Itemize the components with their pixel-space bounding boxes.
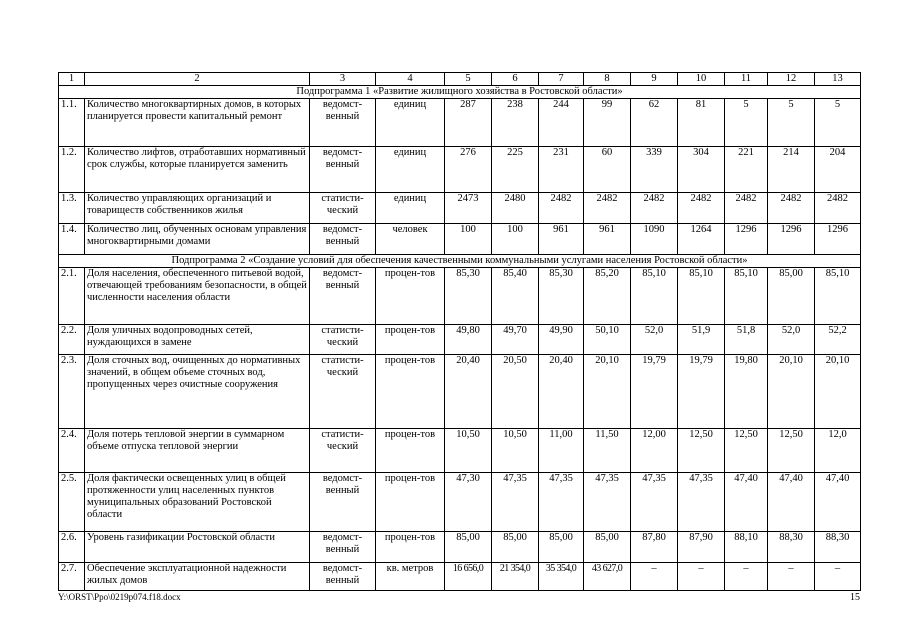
indicator-value: 225 <box>492 147 539 193</box>
data-source: статисти-ческий <box>310 355 376 429</box>
indicator-value: 287 <box>445 99 492 147</box>
row-number: 2.4. <box>59 429 85 473</box>
indicator-value: 1296 <box>815 224 861 255</box>
indicator-name: Доля сточных вод, очищенных до нормативных значений, в общем объеме сточных вод, пропущенных через очистные сооружения <box>85 355 310 429</box>
indicator-value: 88,30 <box>815 532 861 563</box>
indicator-value: 2482 <box>768 193 815 224</box>
row-number: 2.5. <box>59 473 85 532</box>
row-number: 2.6. <box>59 532 85 563</box>
indicator-value: 20,40 <box>539 355 584 429</box>
indicator-value: 221 <box>725 147 768 193</box>
indicator-value: 2482 <box>725 193 768 224</box>
unit-of-measure: процен-тов <box>376 532 445 563</box>
indicator-value: 20,40 <box>445 355 492 429</box>
table-row <box>59 268 861 325</box>
table-row <box>59 563 861 591</box>
page-number: 15 <box>850 592 860 603</box>
indicator-value: 12,50 <box>768 429 815 473</box>
indicator-value: 20,10 <box>815 355 861 429</box>
table-row <box>59 224 861 255</box>
indicator-value: 81 <box>678 99 725 147</box>
unit-of-measure: процен-тов <box>376 355 445 429</box>
unit-of-measure: человек <box>376 224 445 255</box>
indicator-value: 85,00 <box>768 268 815 325</box>
indicator-value: 47,35 <box>631 473 678 532</box>
indicator-value: 1296 <box>725 224 768 255</box>
unit-of-measure: единиц <box>376 99 445 147</box>
indicator-value: 85,00 <box>539 532 584 563</box>
indicator-value: 88,10 <box>725 532 768 563</box>
row-number: 1.3. <box>59 193 85 224</box>
table-row <box>59 429 861 473</box>
data-source: ведомст-венный <box>310 563 376 591</box>
unit-of-measure: единиц <box>376 193 445 224</box>
indicator-value: 961 <box>539 224 584 255</box>
indicator-value: 88,30 <box>768 532 815 563</box>
indicator-value: 276 <box>445 147 492 193</box>
indicator-value: 85,40 <box>492 268 539 325</box>
section-title: Подпрограмма 2 «Создание условий для обеспечения качественными коммунальными услугами населения Ростовской области» <box>59 255 861 268</box>
indicator-name: Доля населения, обеспеченного питьевой водой, отвечающей требованиям безопасности, в общей численности населения области <box>85 268 310 325</box>
indicator-name: Количество лифтов, отработавших нормативный срок службы, которые планируется заменить <box>85 147 310 193</box>
row-number: 2.2. <box>59 325 85 355</box>
indicator-value: 85,30 <box>539 268 584 325</box>
column-number: 12 <box>768 73 815 86</box>
indicator-value: 2482 <box>678 193 725 224</box>
data-source: ведомст-венный <box>310 147 376 193</box>
indicator-value: 47,35 <box>678 473 725 532</box>
data-source: ведомст-венный <box>310 532 376 563</box>
indicator-value: 238 <box>492 99 539 147</box>
indicator-value: – <box>815 563 861 591</box>
table-row <box>59 355 861 429</box>
table-row <box>59 147 861 193</box>
data-source: ведомст-венный <box>310 473 376 532</box>
indicator-value: 47,35 <box>539 473 584 532</box>
column-number: 1 <box>59 73 85 86</box>
indicator-name: Количество управляющих организаций и товариществ собственников жилья <box>85 193 310 224</box>
unit-of-measure: процен-тов <box>376 268 445 325</box>
indicator-value: 47,35 <box>492 473 539 532</box>
data-source: ведомст-венный <box>310 224 376 255</box>
indicator-value: 85,10 <box>631 268 678 325</box>
table-row <box>59 193 861 224</box>
indicator-value: 12,50 <box>725 429 768 473</box>
section-header-row <box>59 255 861 268</box>
table-row <box>59 532 861 563</box>
column-number: 3 <box>310 73 376 86</box>
indicator-name: Доля уличных водопроводных сетей, нуждающихся в замене <box>85 325 310 355</box>
indicator-value: 19,80 <box>725 355 768 429</box>
column-number: 2 <box>85 73 310 86</box>
column-number: 13 <box>815 73 861 86</box>
table-row <box>59 325 861 355</box>
indicator-value: 43 627,0 <box>584 563 631 591</box>
indicator-value: 85,30 <box>445 268 492 325</box>
column-number: 11 <box>725 73 768 86</box>
indicator-value: 49,90 <box>539 325 584 355</box>
indicator-value: 1264 <box>678 224 725 255</box>
indicator-value: 19,79 <box>678 355 725 429</box>
unit-of-measure: кв. метров <box>376 563 445 591</box>
indicator-value: 60 <box>584 147 631 193</box>
indicator-value: 5 <box>725 99 768 147</box>
data-source: ведомст-венный <box>310 268 376 325</box>
indicator-value: 2480 <box>492 193 539 224</box>
indicator-value: 204 <box>815 147 861 193</box>
indicator-name: Количество лиц, обученных основам управления многоквартирными домами <box>85 224 310 255</box>
indicator-value: 5 <box>815 99 861 147</box>
column-number: 8 <box>584 73 631 86</box>
indicator-value: 12,0 <box>815 429 861 473</box>
unit-of-measure: единиц <box>376 147 445 193</box>
indicator-value: 244 <box>539 99 584 147</box>
indicator-value: 1296 <box>768 224 815 255</box>
indicator-value: 51,9 <box>678 325 725 355</box>
unit-of-measure: процен-тов <box>376 325 445 355</box>
column-number: 4 <box>376 73 445 86</box>
indicator-value: 11,50 <box>584 429 631 473</box>
indicator-value: 47,40 <box>768 473 815 532</box>
section-header-row <box>59 86 861 99</box>
indicator-value: 35 354,0 <box>539 563 584 591</box>
indicator-value: 62 <box>631 99 678 147</box>
unit-of-measure: процен-тов <box>376 473 445 532</box>
indicator-value: 1090 <box>631 224 678 255</box>
data-source: статисти-ческий <box>310 429 376 473</box>
indicator-value: 85,00 <box>492 532 539 563</box>
column-number-row <box>59 73 861 86</box>
indicator-value: 21 354,0 <box>492 563 539 591</box>
indicator-value: 85,10 <box>678 268 725 325</box>
row-number: 1.2. <box>59 147 85 193</box>
row-number: 2.3. <box>59 355 85 429</box>
indicator-value: 12,50 <box>678 429 725 473</box>
row-number: 1.4. <box>59 224 85 255</box>
indicator-name: Доля потерь тепловой энергии в суммарном объеме отпуска тепловой энергии <box>85 429 310 473</box>
indicator-value: 85,00 <box>584 532 631 563</box>
table-row <box>59 99 861 147</box>
indicator-value: 20,10 <box>768 355 815 429</box>
indicator-value: 47,40 <box>725 473 768 532</box>
indicator-value: 99 <box>584 99 631 147</box>
indicator-value: 2482 <box>584 193 631 224</box>
indicator-value: 2473 <box>445 193 492 224</box>
indicator-name: Обеспечение эксплуатационной надежности жилых домов <box>85 563 310 591</box>
indicator-value: 51,8 <box>725 325 768 355</box>
indicator-value: 231 <box>539 147 584 193</box>
indicator-value: 2482 <box>815 193 861 224</box>
indicator-value: 52,2 <box>815 325 861 355</box>
indicator-value: 2482 <box>631 193 678 224</box>
indicator-name: Количество многоквартирных домов, в которых планируется провести капитальный ремонт <box>85 99 310 147</box>
column-number: 6 <box>492 73 539 86</box>
indicator-value: 47,40 <box>815 473 861 532</box>
indicator-value: 100 <box>445 224 492 255</box>
indicator-value: 11,00 <box>539 429 584 473</box>
indicator-value: 304 <box>678 147 725 193</box>
indicator-value: 20,50 <box>492 355 539 429</box>
data-source: ведомст-венный <box>310 99 376 147</box>
indicators-table <box>58 72 861 591</box>
file-path: Y:\ORST\Ppo\0219p074.f18.docx <box>58 592 181 602</box>
indicator-value: 49,80 <box>445 325 492 355</box>
indicator-value: – <box>725 563 768 591</box>
indicator-value: 47,35 <box>584 473 631 532</box>
indicator-value: 20,10 <box>584 355 631 429</box>
indicator-value: 52,0 <box>768 325 815 355</box>
indicator-value: 87,80 <box>631 532 678 563</box>
indicator-value: 2482 <box>539 193 584 224</box>
indicator-value: 50,10 <box>584 325 631 355</box>
indicator-value: 10,50 <box>445 429 492 473</box>
row-number: 2.1. <box>59 268 85 325</box>
indicator-value: 100 <box>492 224 539 255</box>
indicator-value: – <box>631 563 678 591</box>
column-number: 7 <box>539 73 584 86</box>
indicator-value: 5 <box>768 99 815 147</box>
data-source: статисти-ческий <box>310 325 376 355</box>
indicator-name: Доля фактически освещенных улиц в общей протяженности улиц населенных пунктов муниципальных образований Ростовской области <box>85 473 310 532</box>
column-number: 10 <box>678 73 725 86</box>
indicator-value: 19,79 <box>631 355 678 429</box>
row-number: 1.1. <box>59 99 85 147</box>
indicator-value: 16 656,0 <box>445 563 492 591</box>
section-title: Подпрограмма 1 «Развитие жилищного хозяйства в Ростовской области» <box>59 86 861 99</box>
indicator-value: 85,20 <box>584 268 631 325</box>
indicator-value: 52,0 <box>631 325 678 355</box>
unit-of-measure: процен-тов <box>376 429 445 473</box>
indicator-value: 87,90 <box>678 532 725 563</box>
indicator-value: 10,50 <box>492 429 539 473</box>
column-number: 9 <box>631 73 678 86</box>
indicator-value: 47,30 <box>445 473 492 532</box>
indicator-value: – <box>678 563 725 591</box>
table-row <box>59 473 861 532</box>
indicator-value: 339 <box>631 147 678 193</box>
indicator-value: 85,10 <box>815 268 861 325</box>
row-number: 2.7. <box>59 563 85 591</box>
indicator-value: 49,70 <box>492 325 539 355</box>
column-number: 5 <box>445 73 492 86</box>
indicator-name: Уровень газификации Ростовской области <box>85 532 310 563</box>
table-body <box>59 73 861 591</box>
indicator-value: 85,00 <box>445 532 492 563</box>
indicator-value: 214 <box>768 147 815 193</box>
indicator-value: – <box>768 563 815 591</box>
data-source: статисти-ческий <box>310 193 376 224</box>
indicator-value: 12,00 <box>631 429 678 473</box>
indicator-value: 961 <box>584 224 631 255</box>
indicator-value: 85,10 <box>725 268 768 325</box>
